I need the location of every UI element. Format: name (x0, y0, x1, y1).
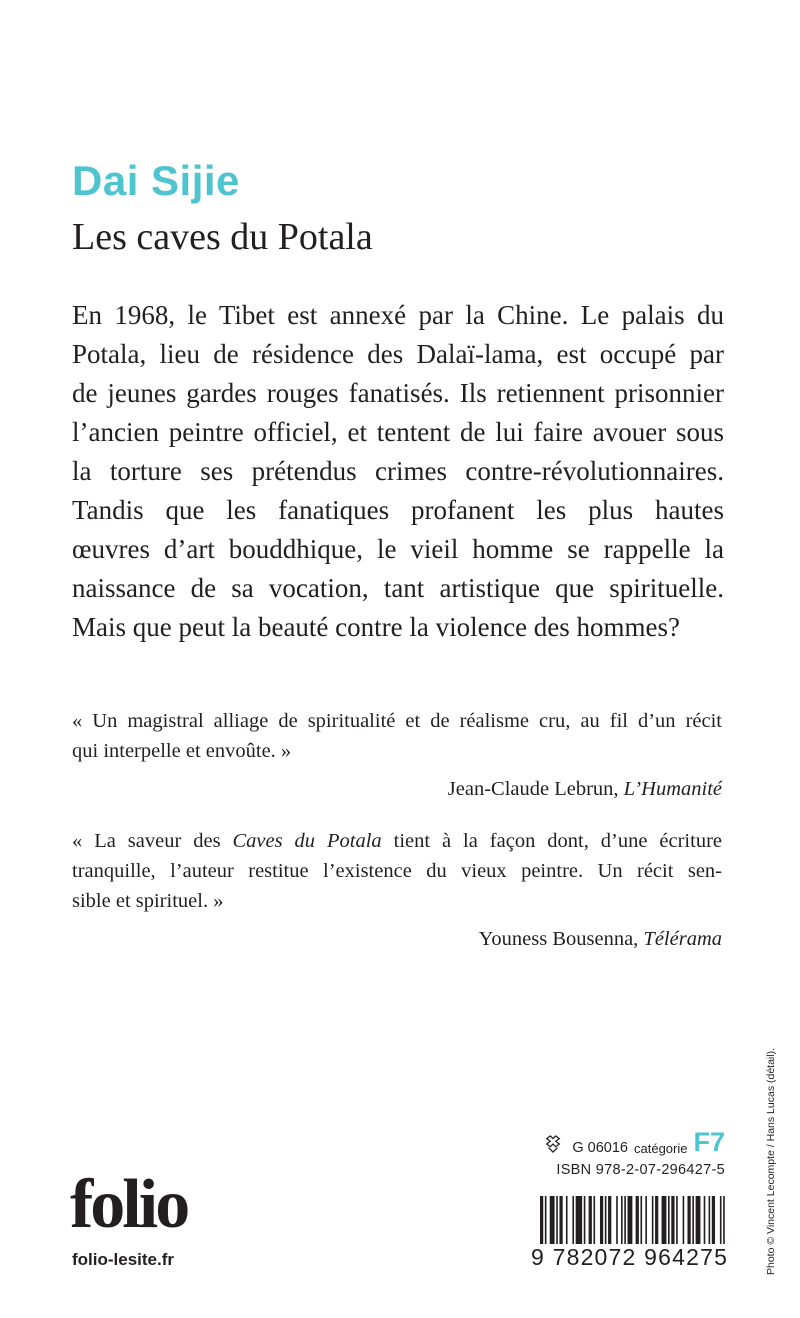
barcode-bar (671, 1196, 674, 1246)
quote-line (72, 826, 722, 856)
barcode-bars (540, 1196, 728, 1246)
quote-line (72, 886, 722, 916)
barcode-bar (720, 1196, 722, 1246)
barcode-bar (687, 1196, 690, 1246)
back-cover-blurb (72, 296, 724, 647)
quote-attribution (72, 774, 722, 804)
barcode-bar (662, 1196, 667, 1246)
book-title: Les caves du Potala (72, 216, 373, 258)
barcode-bar (540, 1196, 543, 1246)
barcode-bar (652, 1196, 654, 1246)
barcode-bar (550, 1196, 555, 1246)
attribution-source: L’Humanité (623, 778, 722, 800)
barcode-bar (628, 1196, 633, 1246)
isbn: ISBN 978-2-07-296427-5 (556, 1162, 725, 1178)
blurb-line: l’ancien peintre officiel, et tentent de lui faire avouer sous (72, 417, 724, 447)
publisher-website: folio-lesite.fr (72, 1250, 175, 1269)
category-code: F7 (693, 1127, 725, 1157)
quote-text: tranquille, l’auteur restitue l’existence du vieux peintre. Un récit sen- (72, 860, 722, 882)
code-row (530, 1128, 725, 1156)
blurb-line: de jeunes gardes rouges fanatisés. Ils retiennent prisonnier (72, 378, 724, 408)
barcode-bar (608, 1196, 611, 1246)
barcode-bar (566, 1196, 568, 1246)
blurb-line: Potala, lieu de résidence des Dalaï-lama, est occupé par (72, 339, 724, 369)
blurb-line: En 1968, le Tibet est annexé par la Chine. Le palais du (72, 300, 724, 330)
barcode-digits: 9 782072 964275 (531, 1244, 729, 1270)
barcode-bar (712, 1196, 715, 1246)
quote-text: « Un magistral alliage de spiritualité et de réalisme cru, au fil d’un récit (72, 710, 722, 732)
barcode-bar (593, 1196, 595, 1246)
quote-line (72, 706, 722, 736)
folio-logo: folio (70, 1166, 188, 1243)
quote-title-italic: Caves du Potala (232, 830, 382, 852)
quote-line (72, 736, 722, 766)
barcode (540, 1196, 728, 1288)
gallimard-monogram-icon (544, 1135, 562, 1153)
barcode-bar (645, 1196, 647, 1246)
photo-credit: Photo © Vincent Lecompte / Hans Lucas (détail). (765, 1047, 777, 1275)
barcode-bar (676, 1196, 678, 1246)
barcode-bar (692, 1196, 694, 1246)
product-codes (530, 1128, 725, 1178)
barcode-bar (704, 1196, 706, 1246)
barcode-bar (624, 1196, 626, 1246)
blurb-line: la torture ses prétendus crimes contre-révolutionnaires. (72, 456, 724, 486)
quote-line (72, 856, 722, 886)
author-name: Dai Sijie (72, 157, 240, 204)
attribution-name: Youness Bousenna, (478, 928, 644, 950)
quote-text: « La saveur des (72, 830, 233, 852)
barcode-bar (696, 1196, 701, 1246)
barcode-bar (616, 1196, 618, 1246)
press-quote-1 (72, 706, 722, 804)
barcode-bar (545, 1196, 547, 1246)
barcode-bar (584, 1196, 586, 1246)
quote-attribution (72, 924, 722, 954)
barcode-bar (589, 1196, 592, 1246)
barcode-bar (559, 1196, 562, 1246)
barcode-bar (636, 1196, 639, 1246)
barcode-bar (576, 1196, 582, 1246)
barcode-bar (723, 1196, 725, 1246)
attribution-name: Jean-Claude Lebrun, (447, 778, 624, 800)
barcode-bar (600, 1196, 603, 1246)
barcode-bar (683, 1196, 685, 1246)
barcode-bar (572, 1196, 574, 1246)
blurb-line: Mais que peut la beauté contre la violence des hommes? (72, 612, 681, 642)
blurb-line: œuvres d’art bouddhique, le vieil homme se rappelle la (72, 534, 724, 564)
barcode-bar (709, 1196, 711, 1246)
barcode-bar (556, 1196, 558, 1246)
quote-text: qui interpelle et envoûte. » (72, 740, 292, 762)
barcode-bar (655, 1196, 658, 1246)
category-label: catégorie (634, 1141, 688, 1156)
attribution-source: Télérama (643, 928, 722, 950)
barcode-bar (668, 1196, 670, 1246)
press-quote-2 (72, 826, 722, 954)
barcode-bar (640, 1196, 642, 1246)
quote-text: sible et spirituel. » (72, 890, 224, 912)
blurb-line: naissance de sa vocation, tant artistique que spirituelle. (72, 573, 724, 603)
barcode-bar (621, 1196, 623, 1246)
blurb-line: Tandis que les fanatiques profanent les plus hautes (72, 495, 724, 525)
product-code: G 06016 (572, 1140, 628, 1156)
quote-text: tient à la façon dont, d’une écriture (381, 830, 723, 852)
barcode-bar (605, 1196, 607, 1246)
